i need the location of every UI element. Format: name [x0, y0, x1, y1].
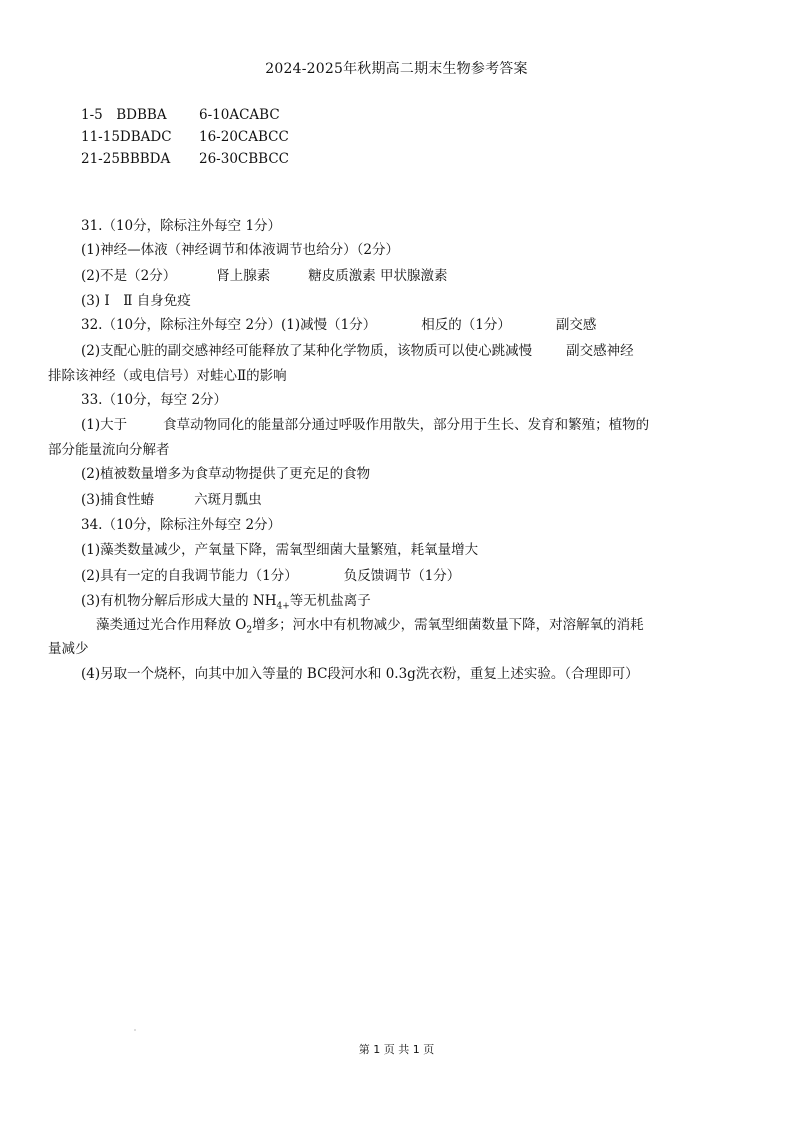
q34-answer-3-explain: 藻类通过光合作用释放 $O_2$增多；河水中有机物减少，需氧型细菌数量下降，对溶解氧的消耗	[96, 617, 644, 636]
page-footer: 第 1 页 共 1 页	[358, 1043, 435, 1056]
q34-heading: 34.（10分，除标注外每空 2分）	[81, 517, 282, 533]
q31-answer-2: (2)不是（2分） 肾上腺素 糖皮质激素 甲状腺激素	[81, 268, 448, 284]
q33-answer-1-cont: 部分能量流向分解者	[48, 442, 170, 458]
q32-heading: 32.（10分，除标注外每空 2分）(1)减慢（1分） 相反的（1分） 副交感	[81, 317, 597, 333]
page-title: 2024-2025年秋期高二期末生物参考答案	[265, 61, 528, 77]
q31-answer-3: (3) Ⅰ Ⅱ 自身免疫	[81, 293, 191, 309]
q34-answer-4: (4)另取一个烧杯，向其中加入等量的 BC段河水和 0.3g洗衣粉，重复上述实验。（合理即可）	[81, 666, 639, 682]
mc-row: 21-25BBBDA 26-30CBBCC	[81, 151, 289, 167]
q32-answer-2: (2)支配心脏的副交感神经可能释放了某种化学物质，该物质可以使心跳减慢 副交感神经	[81, 343, 634, 359]
q33-answer-3: (3)捕食性蝽 六斑月瓢虫	[81, 492, 262, 508]
q33-answer-2: (2)植被数量增多为食草动物提供了更充足的食物	[81, 466, 371, 482]
q33-answer-1: (1)大于 食草动物同化的能量部分通过呼吸作用散失，部分用于生长、发育和繁殖；植物的	[81, 417, 650, 433]
q33-heading: 33.（10分，每空 2分）	[81, 392, 228, 408]
q31-heading: 31.（10分，除标注外每空 1分）	[81, 218, 282, 234]
q34-answer-3-cont: 量减少	[48, 641, 89, 657]
scan-speck	[134, 1029, 136, 1031]
q34-answer-3: (3)有机物分解后形成大量的 $NH_{4+}$等无机盐离子	[81, 593, 371, 612]
q32-answer-2-cont: 排除该神经（或电信号）对蛙心Ⅱ的影响	[48, 368, 287, 384]
q34-answer-2: (2)具有一定的自我调节能力（1分） 负反馈调节（1分）	[81, 568, 461, 584]
mc-answers	[81, 104, 289, 170]
mc-row: 1-5 BDBBA 6-10ACABC	[81, 107, 280, 123]
q34-answer-1: (1)藻类数量减少，产氧量下降，需氧型细菌大量繁殖，耗氧量增大	[81, 542, 479, 558]
mc-row: 11-15DBADC 16-20CABCC	[81, 129, 289, 145]
q31-answer-1: (1)神经—体液（神经调节和体液调节也给分）（2分）	[81, 242, 399, 258]
